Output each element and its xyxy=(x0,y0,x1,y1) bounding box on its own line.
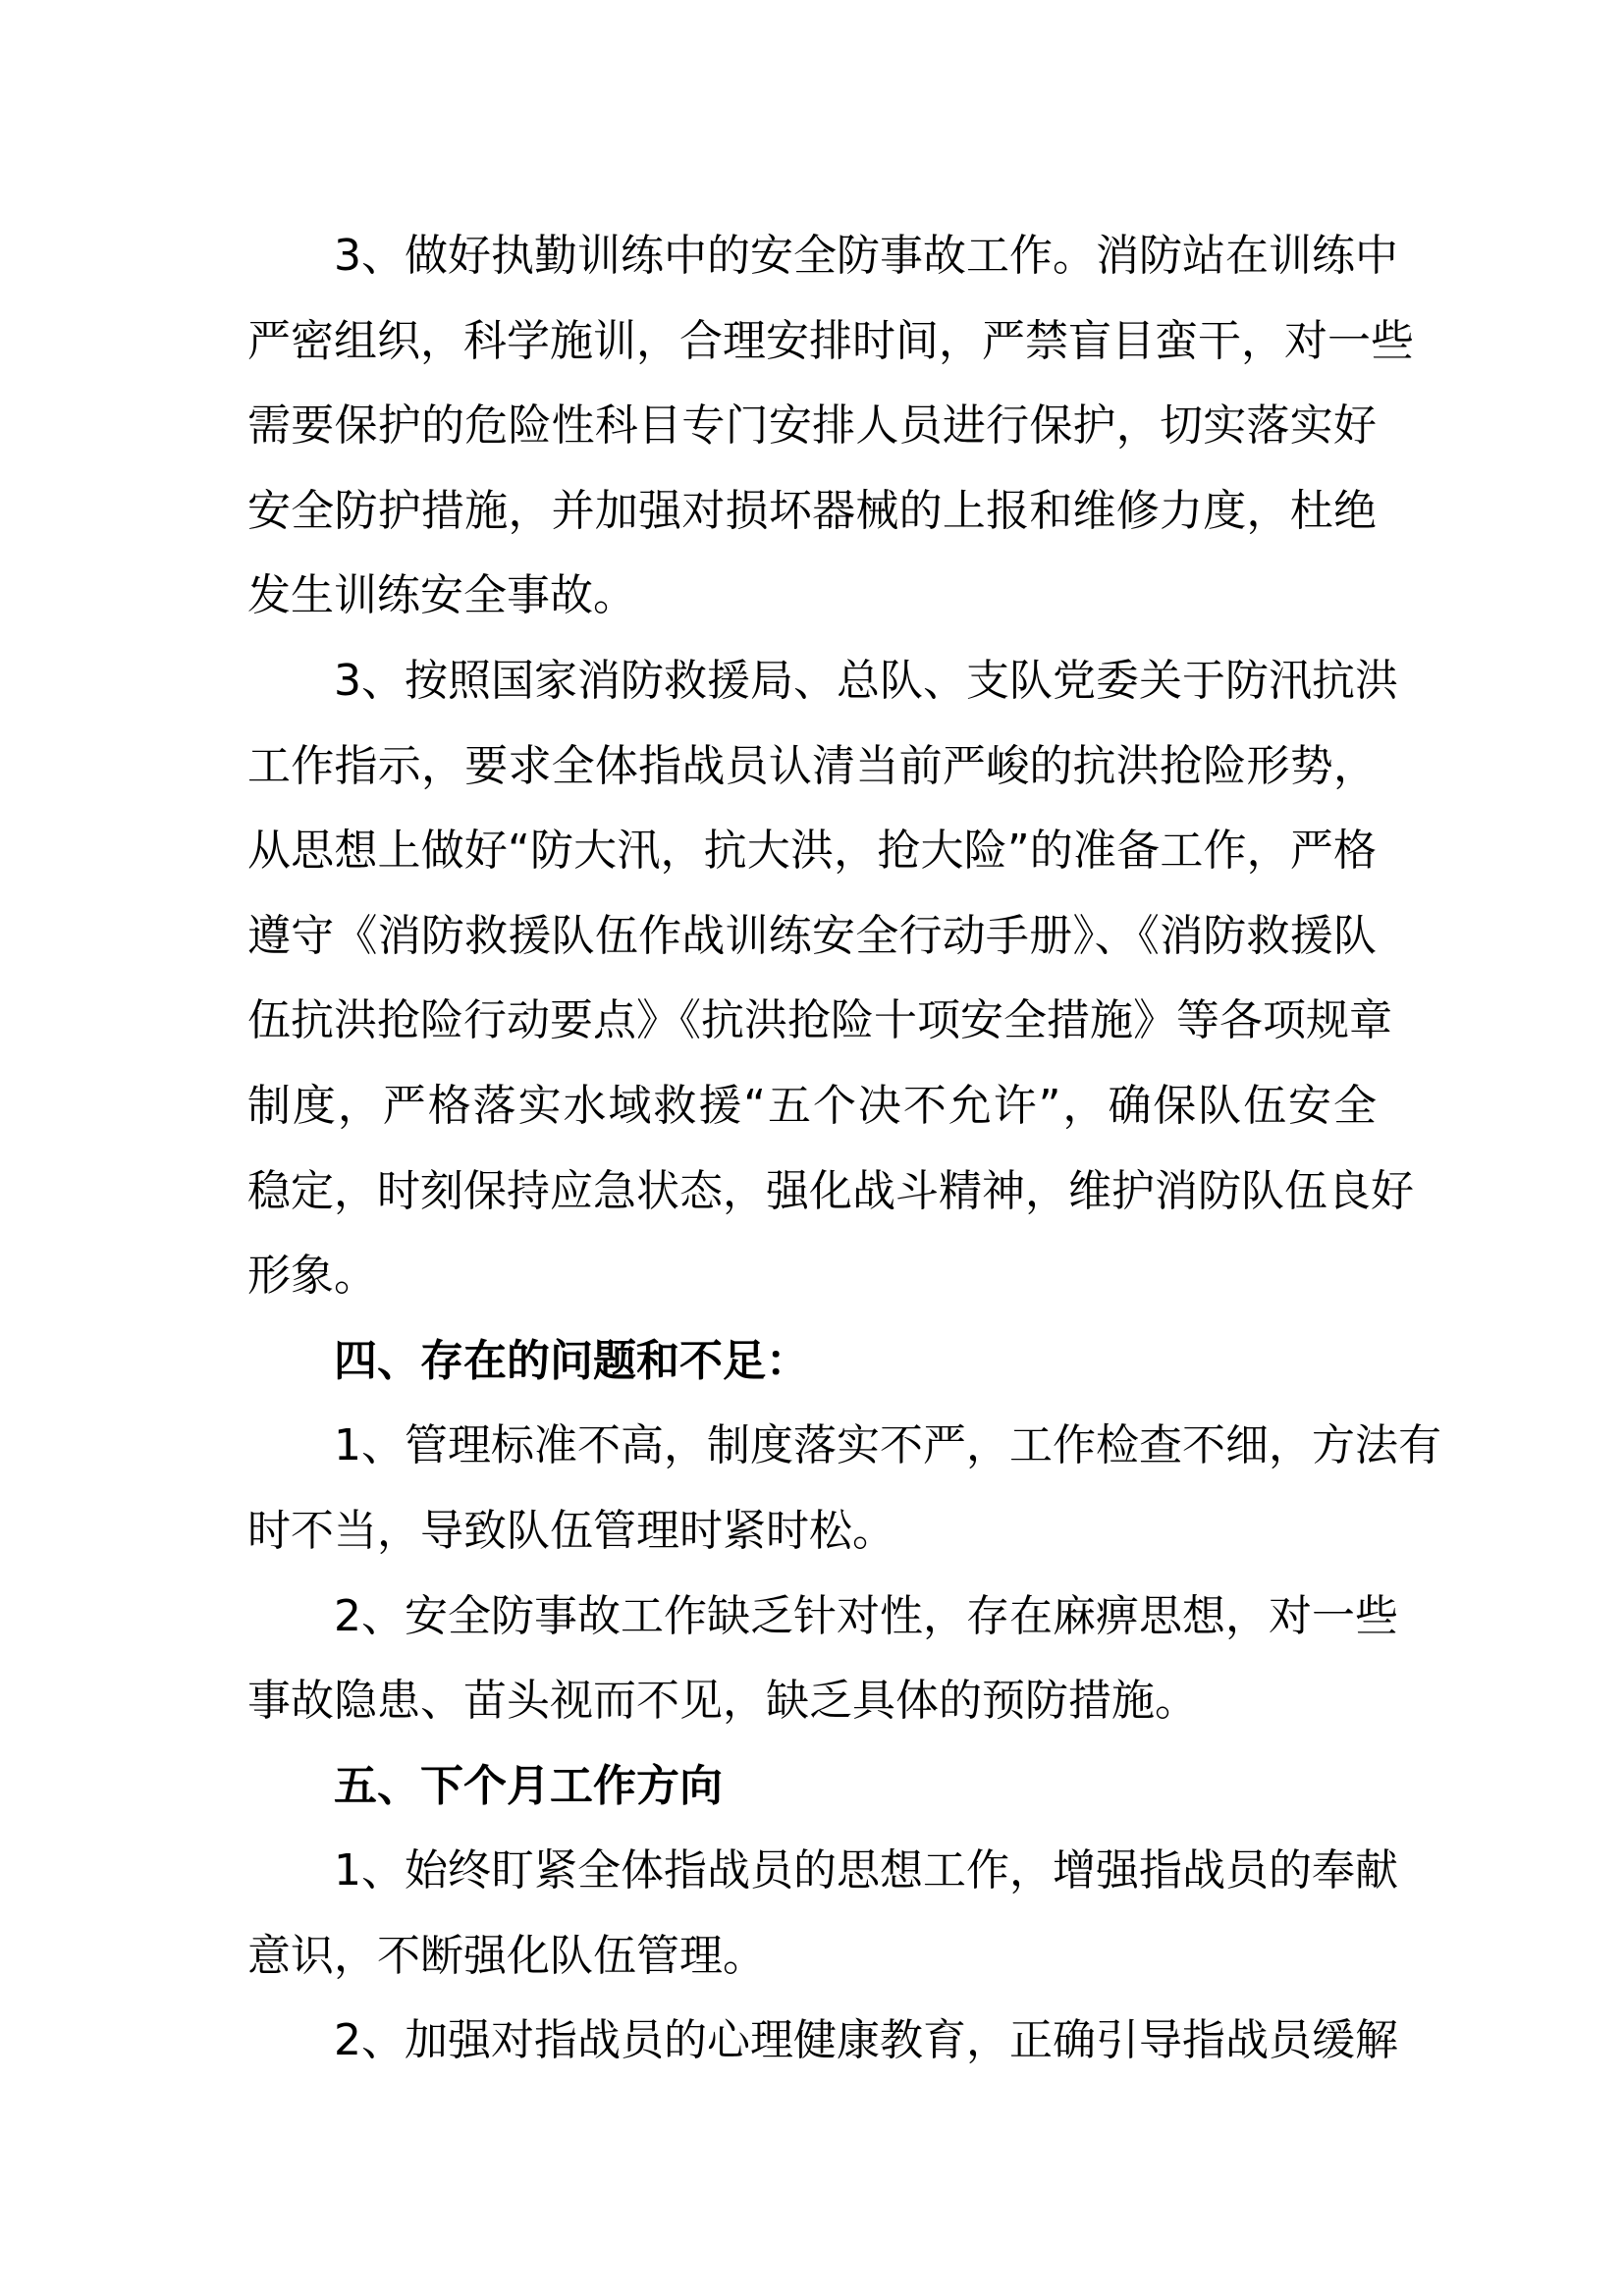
text-line: 严密组织，科学施训，合理安排时间，严禁盲目蛮干，对一些 xyxy=(247,315,1414,366)
text-line: 2、加强对指战员的心理健康教育，正确引导指战员缓解 xyxy=(334,2015,1398,2066)
text-line: 遵守《消防救援队伍作战训练安全行动手册》、《消防救援队 xyxy=(247,910,1377,961)
text-line: 2、安全防事故工作缺乏针对性，存在麻痹思想，对一些 xyxy=(334,1590,1398,1641)
paragraph-problem-2 xyxy=(247,1575,1398,1744)
paragraph-flood-control xyxy=(247,639,1414,1319)
text-line: 时不当，导致队伍管理时紧时松。 xyxy=(247,1505,895,1556)
text-line: 3、做好执勤训练中的安全防事故工作。消防站在训练中 xyxy=(334,231,1398,281)
section-heading-problems: 四、存在的问题和不足： xyxy=(334,1335,809,1386)
text-line: 稳定，时刻保持应急状态，强化战斗精神，维护消防队伍良好 xyxy=(247,1165,1414,1216)
text-line: 安全防护措施，并加强对损坏器械的上报和维修力度，杜绝 xyxy=(247,485,1377,536)
text-line: 制度，严格落实水域救援“五个决不允许”，确保队伍安全 xyxy=(247,1080,1377,1131)
text-line: 工作指示，要求全体指战员认清当前严峻的抗洪抢险形势， xyxy=(247,740,1377,791)
text-line: 发生训练安全事故。 xyxy=(247,570,636,621)
document-page xyxy=(247,214,1441,2084)
text-line: 形象。 xyxy=(247,1251,377,1302)
paragraph-plan-1 xyxy=(247,1829,1398,1999)
text-line: 1、管理标准不高，制度落实不严，工作检查不细，方法有 xyxy=(334,1420,1441,1471)
text-line: 3、按照国家消防救援局、总队、支队党委关于防汛抗洪 xyxy=(334,655,1398,706)
text-line: 伍抗洪抢险行动要点》《抗洪抢险十项安全措施》等各项规章 xyxy=(247,995,1392,1046)
text-line: 1、始终盯紧全体指战员的思想工作，增强指战员的奉献 xyxy=(334,1845,1398,1896)
section-heading-next-month: 五、下个月工作方向 xyxy=(334,1760,723,1811)
text-line: 意识，不断强化队伍管理。 xyxy=(247,1930,766,1981)
paragraph-problem-1 xyxy=(247,1404,1441,1574)
text-line: 需要保护的危险性科目专门安排人员进行保护，切实落实好 xyxy=(247,400,1377,452)
paragraph-plan-2 xyxy=(247,1999,1398,2084)
paragraph-training-safety xyxy=(247,214,1414,639)
text-line: 事故隐患、苗头视而不见，缺乏具体的预防措施。 xyxy=(247,1676,1198,1727)
text-line: 从思想上做好“防大汛，抗大洪，抢大险”的准备工作，严格 xyxy=(247,826,1377,877)
